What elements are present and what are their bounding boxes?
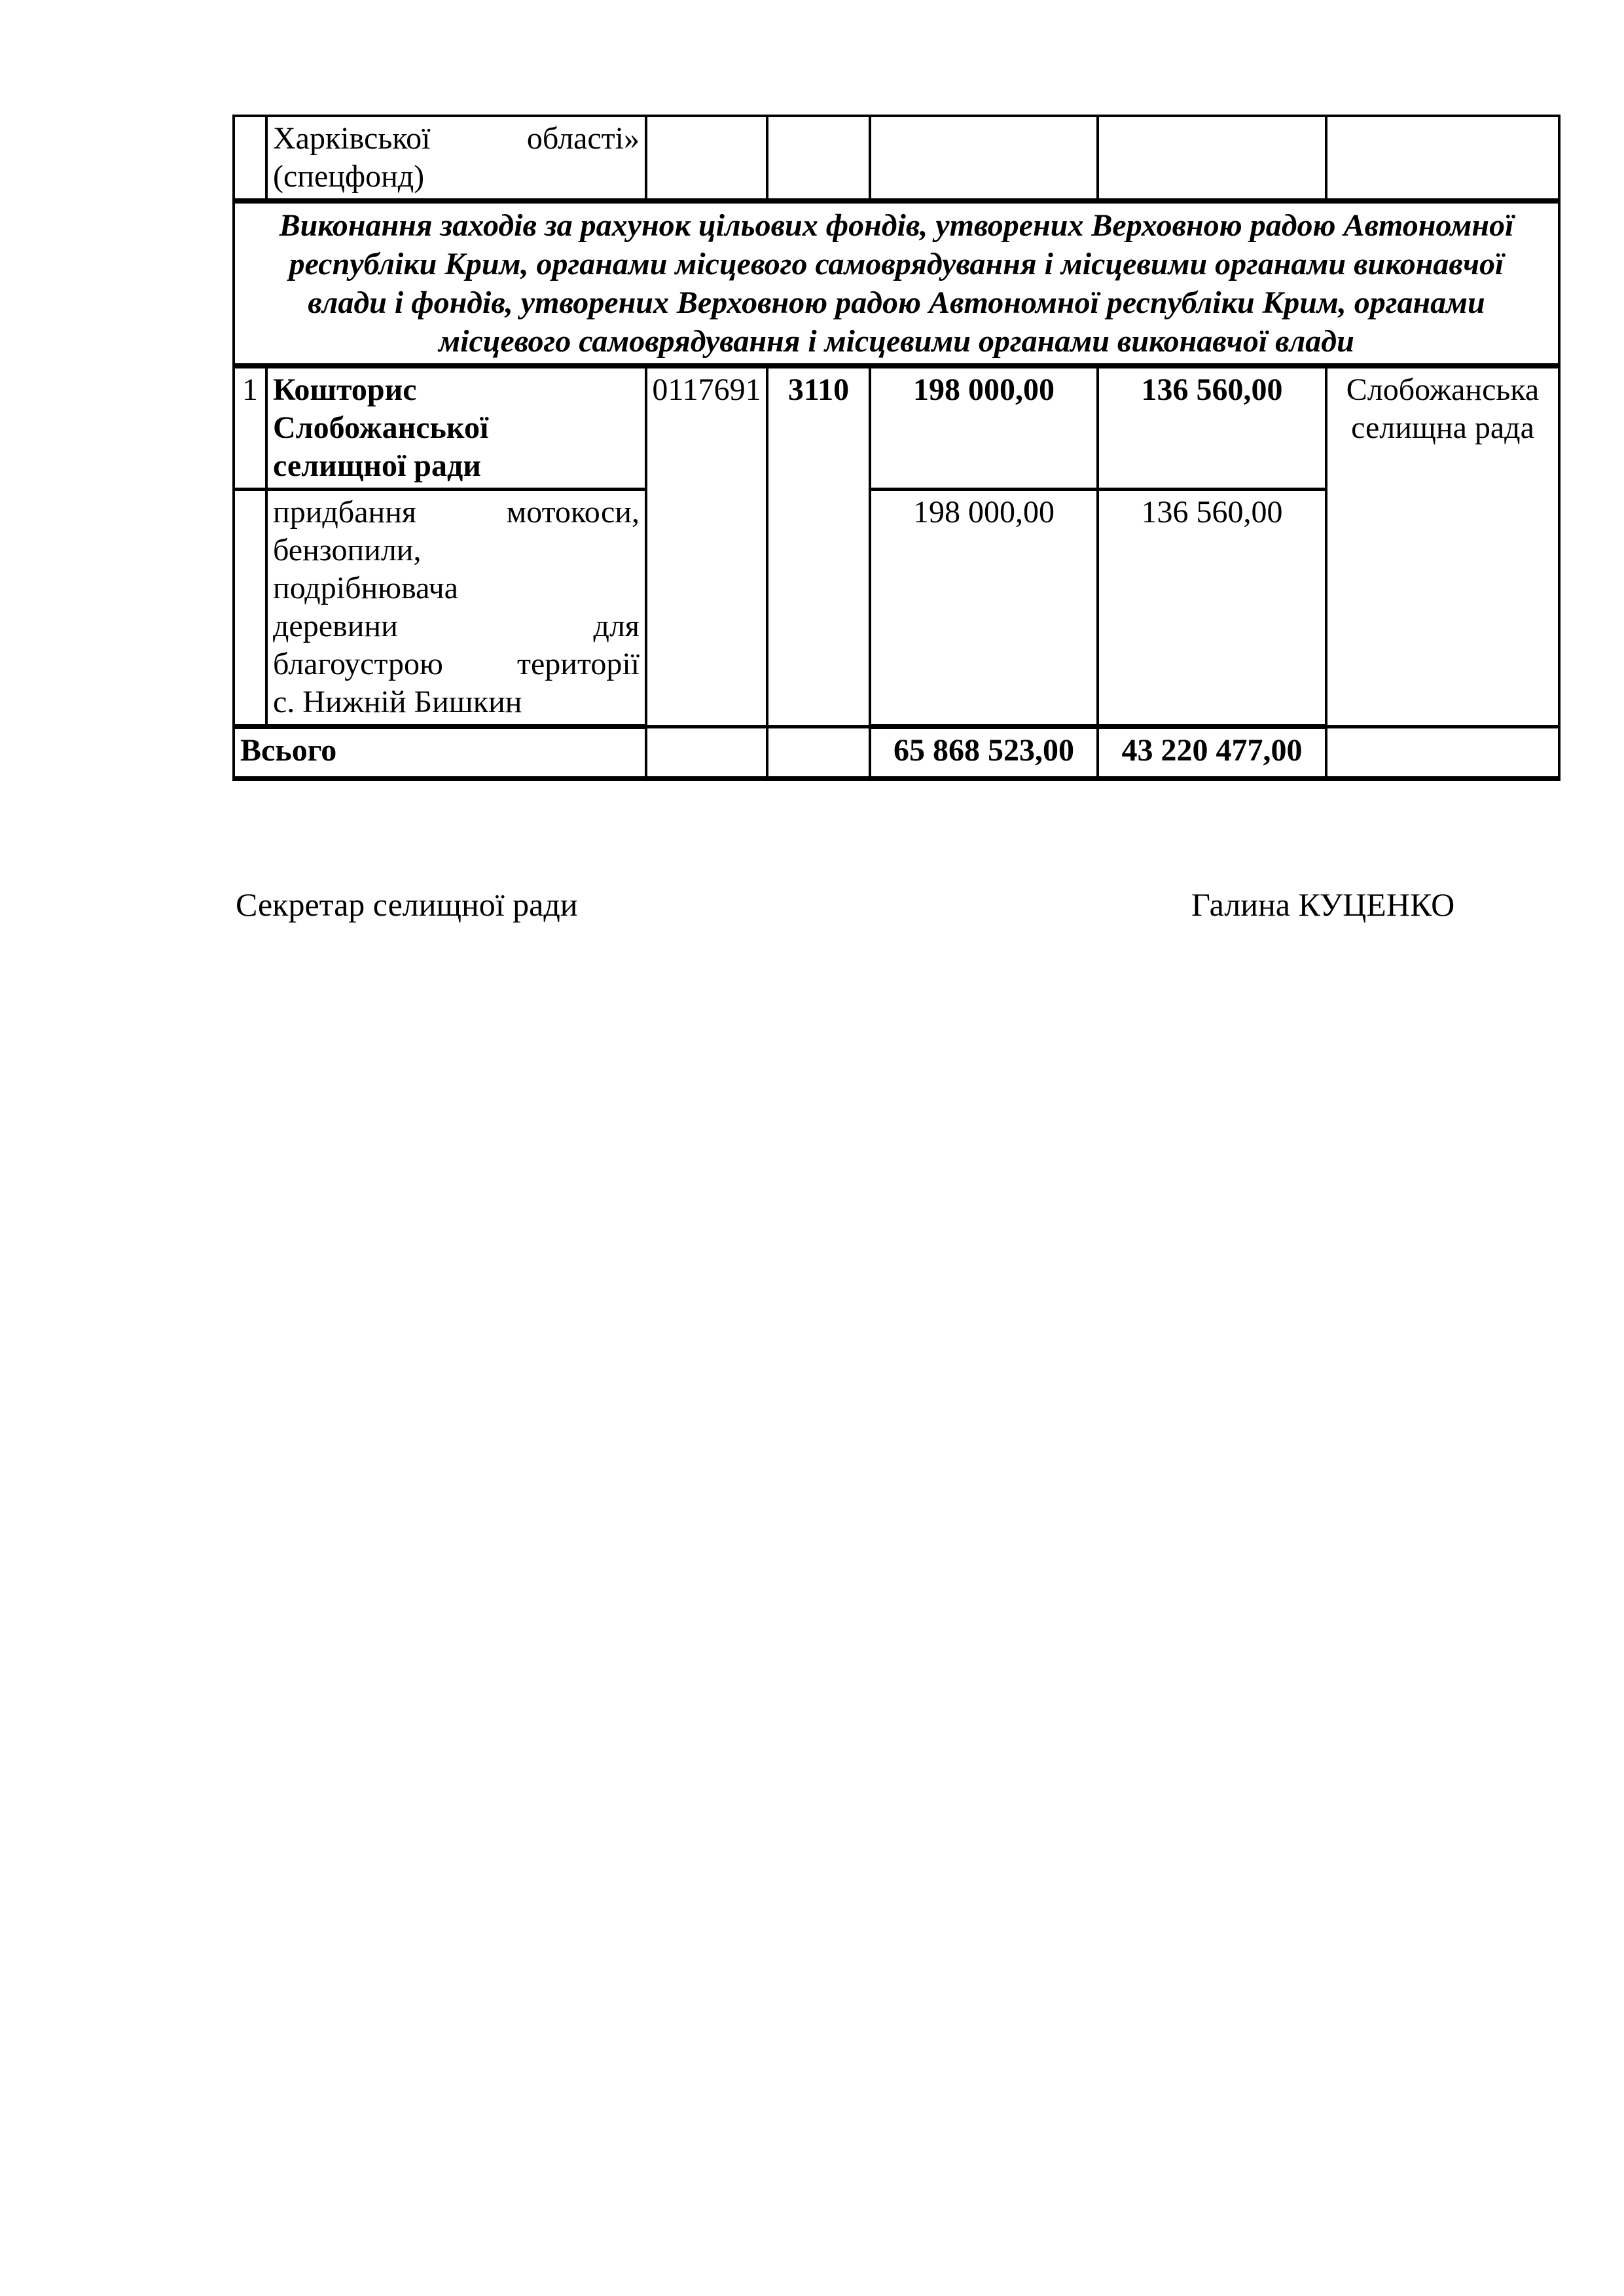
total-label-cell: Всього (234, 726, 646, 778)
entry-name-line: Слобожанської (273, 410, 489, 445)
entry-name-cell (266, 366, 646, 490)
budget-allocations-table (232, 115, 1561, 781)
total-economic-code-cell (767, 726, 870, 778)
entry-program-code-cell: 0117691 (646, 366, 767, 726)
carryover-executor-cell (1326, 116, 1559, 201)
entry-number-cell: 1 (234, 366, 266, 490)
detail-number-cell (234, 490, 266, 727)
total-amount-allocated-cell: 65 868 523,00 (870, 726, 1098, 778)
entry-amount-used-cell: 136 560,00 (1098, 366, 1326, 490)
table-row-section-header (234, 201, 1559, 366)
table-row-entry (234, 366, 1559, 490)
description-line: бензопили, (273, 533, 422, 567)
table-row-total (234, 726, 1559, 778)
description-line: подрібнювача (273, 571, 458, 605)
entry-economic-code-cell: 3110 (767, 366, 870, 726)
entry-name-line: селищної ради (273, 448, 481, 483)
total-program-code-cell (646, 726, 767, 778)
detail-amount-used-cell: 136 560,00 (1098, 490, 1326, 727)
carryover-name-line: Харківської області» (273, 121, 640, 156)
entry-amount-allocated-cell: 198 000,00 (870, 366, 1098, 490)
table-row-carryover (234, 116, 1559, 201)
detail-description-cell (266, 490, 646, 727)
carryover-name-line: (спецфонд) (273, 159, 425, 194)
carryover-amount-used-cell (1098, 116, 1326, 201)
signatory-name: Галина КУЦЕНКО (1191, 886, 1455, 923)
total-amount-used-cell: 43 220 477,00 (1098, 726, 1326, 778)
entry-name-line: Кошторис (273, 372, 417, 407)
description-line: благоустрою території (273, 647, 640, 681)
description-line: с. Нижній Бишкин (273, 685, 522, 719)
carryover-amount-allocated-cell (870, 116, 1098, 201)
entry-executor-cell (1326, 366, 1559, 726)
detail-amount-allocated-cell: 198 000,00 (870, 490, 1098, 727)
description-line: придбання мотокоси, (273, 495, 640, 529)
section-header-cell: Виконання заходів за рахунок цільових фондів, утворених Верховною радою Автономної республіки Крим, органами місцевого самоврядування і місцевими органами виконавчої влади і фондів, утворених Верховною радою Автономної республіки Крим, органами місцевого самоврядування і місцевими органами виконавчої влади (234, 201, 1559, 366)
description-line: деревини для (273, 609, 640, 643)
carryover-economic-code-cell (767, 116, 870, 201)
executor-line: селищна рада (1351, 410, 1534, 445)
total-executor-cell (1326, 726, 1559, 778)
carryover-name-cell (266, 116, 646, 201)
signature-block (232, 885, 1558, 925)
carryover-number-cell (234, 116, 266, 201)
executor-line: Слобожанська (1346, 372, 1540, 407)
carryover-program-code-cell (646, 116, 767, 201)
signatory-position: Секретар селищної ради (236, 886, 578, 923)
